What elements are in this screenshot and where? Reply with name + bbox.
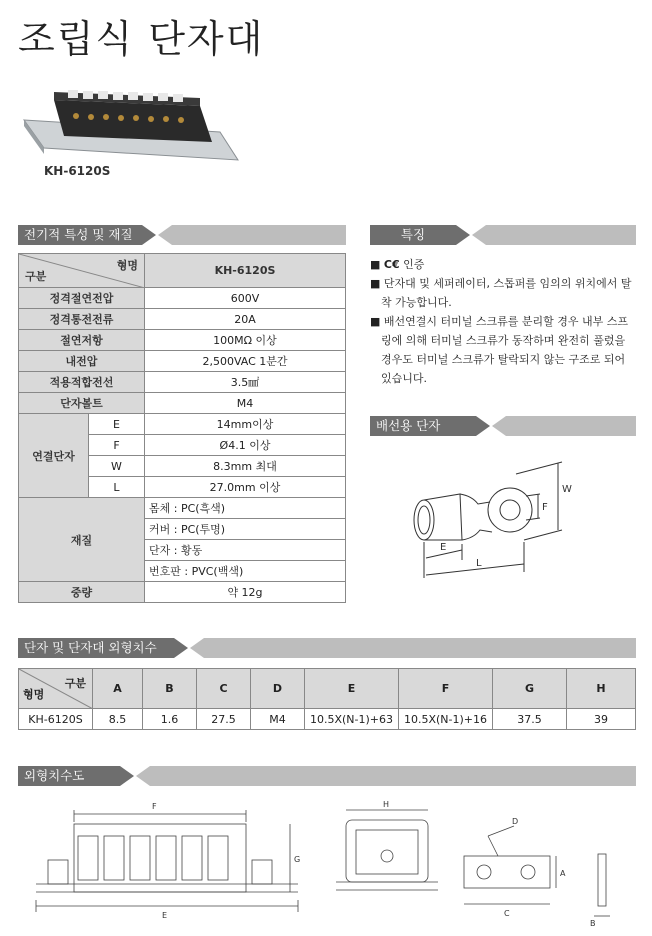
spec-row-value: 100MΩ 이상 <box>145 330 346 351</box>
ring-terminal-drawing <box>400 460 600 585</box>
dim-value: 8.5 <box>93 709 143 730</box>
dim-header: C <box>197 669 251 709</box>
terminal-value: Ø4.1 이상 <box>145 435 346 456</box>
feature-ce-text: 인증 <box>403 258 425 271</box>
terminal-key: E <box>89 414 145 435</box>
terminal-value: 14mm이상 <box>145 414 346 435</box>
feature-item-text: 배선연결시 터미널 스크류를 분리할 경우 내부 스프링에 의해 터미널 스크류가 동작하며 완전히 풀렸을 경우도 터미널 스크류가 탈락되지 않는 구조로 되어 있습니다. <box>381 315 629 385</box>
wiring-w-label: W <box>562 484 572 495</box>
section-title-features: 특징 <box>370 225 456 245</box>
weight-value: 약 12g <box>145 582 346 603</box>
spec-table <box>18 253 346 603</box>
material-value: 몸체 : PC(흑색) <box>145 498 346 519</box>
spec-corner-bottom: 구분 <box>25 270 47 283</box>
spec-row-value: M4 <box>145 393 346 414</box>
drawing-d-label: D <box>512 817 519 826</box>
weight-label: 중량 <box>19 582 145 603</box>
feature-item: ■ 배선연결시 터미널 스크류를 분리할 경우 내부 스프링에 의해 터미널 스크류가 동작하며 완전히 풀렸을 경우도 터미널 스크류가 탈락되지 않는 구조로 되어 있습니다. <box>370 315 629 385</box>
section-header-drawing <box>18 766 636 786</box>
terminal-value: 8.3mm 최대 <box>145 456 346 477</box>
dim-value: 10.5X(N-1)+16 <box>399 709 493 730</box>
ce-mark-icon: C€ <box>383 258 400 271</box>
material-label: 재질 <box>19 498 145 582</box>
spec-row-label: 내전압 <box>19 351 145 372</box>
terminal-key: W <box>89 456 145 477</box>
drawing-e-label: E <box>162 911 168 920</box>
spec-row-value: 3.5㎟ <box>145 372 346 393</box>
spec-row-label: 절연저항 <box>19 330 145 351</box>
product-model-label: KH-6120S <box>44 164 111 178</box>
material-value: 커버 : PC(투명) <box>145 519 346 540</box>
section-header-features <box>370 225 636 245</box>
spec-corner-top: 형명 <box>116 259 138 272</box>
page-title: 조립식 단자대 <box>18 17 265 61</box>
spec-row-label: 적용적합전선 <box>19 372 145 393</box>
dim-value: 39 <box>567 709 636 730</box>
spec-row-label: 정격절연전압 <box>19 288 145 309</box>
terminal-key: L <box>89 477 145 498</box>
feature-item: ■ 단자대 및 세퍼레이터, 스톱퍼를 임의의 위치에서 탈착 가능합니다. <box>370 277 632 309</box>
wiring-f-label: F <box>542 502 548 513</box>
drawing-h-label: H <box>383 800 390 809</box>
section-title-drawing: 외형치수도 <box>18 766 120 786</box>
dim-header: D <box>251 669 305 709</box>
dim-header: H <box>567 669 636 709</box>
product-photo <box>20 80 245 170</box>
dim-corner-bottom: 형명 <box>23 688 45 701</box>
section-header-dimensions <box>18 638 636 658</box>
spec-row-value: 600V <box>145 288 346 309</box>
material-value: 번호판 : PVC(백색) <box>145 561 346 582</box>
dim-header: B <box>143 669 197 709</box>
drawing-b-label: B <box>590 919 596 928</box>
feature-item-text: 단자대 및 세퍼레이터, 스톱퍼를 임의의 위치에서 탈착 가능합니다. <box>381 277 632 309</box>
wiring-e-label: E <box>440 542 447 553</box>
dim-value: 10.5X(N-1)+63 <box>305 709 399 730</box>
spec-model-header: KH-6120S <box>145 254 346 288</box>
drawing-a-label: A <box>560 869 566 878</box>
dim-corner-cell <box>19 669 93 709</box>
spec-row-label: 단자볼트 <box>19 393 145 414</box>
features-list <box>370 255 638 388</box>
terminal-key: F <box>89 435 145 456</box>
dim-header: F <box>399 669 493 709</box>
dim-header: E <box>305 669 399 709</box>
section-title-specs: 전기적 특성 및 재질 <box>18 225 142 245</box>
spec-row-value: 20A <box>145 309 346 330</box>
dim-model: KH-6120S <box>19 709 93 730</box>
section-title-wiring: 배선용 단자 <box>370 416 476 436</box>
drawing-g-label: G <box>294 855 301 864</box>
dim-header: A <box>93 669 143 709</box>
spec-row-label: 정격통전전류 <box>19 309 145 330</box>
material-value: 단자 : 황동 <box>145 540 346 561</box>
outline-drawing <box>18 796 636 932</box>
drawing-c-label: C <box>504 909 510 918</box>
drawing-f-label: F <box>152 802 157 811</box>
dim-header: G <box>493 669 567 709</box>
section-header-wiring <box>370 416 636 436</box>
feature-ce: ■ C€ 인증 <box>370 258 425 271</box>
dim-corner-top: 구분 <box>64 677 86 690</box>
wiring-l-label: L <box>476 558 482 569</box>
dim-value: 27.5 <box>197 709 251 730</box>
dim-value: 1.6 <box>143 709 197 730</box>
spec-corner-cell <box>19 254 145 288</box>
dimension-table <box>18 668 636 730</box>
dim-value: M4 <box>251 709 305 730</box>
terminal-label: 연결단자 <box>19 414 89 498</box>
section-title-dimensions: 단자 및 단자대 외형치수 <box>18 638 174 658</box>
section-header-specs <box>18 225 346 245</box>
dim-value: 37.5 <box>493 709 567 730</box>
terminal-value: 27.0mm 이상 <box>145 477 346 498</box>
spec-row-value: 2,500VAC 1분간 <box>145 351 346 372</box>
